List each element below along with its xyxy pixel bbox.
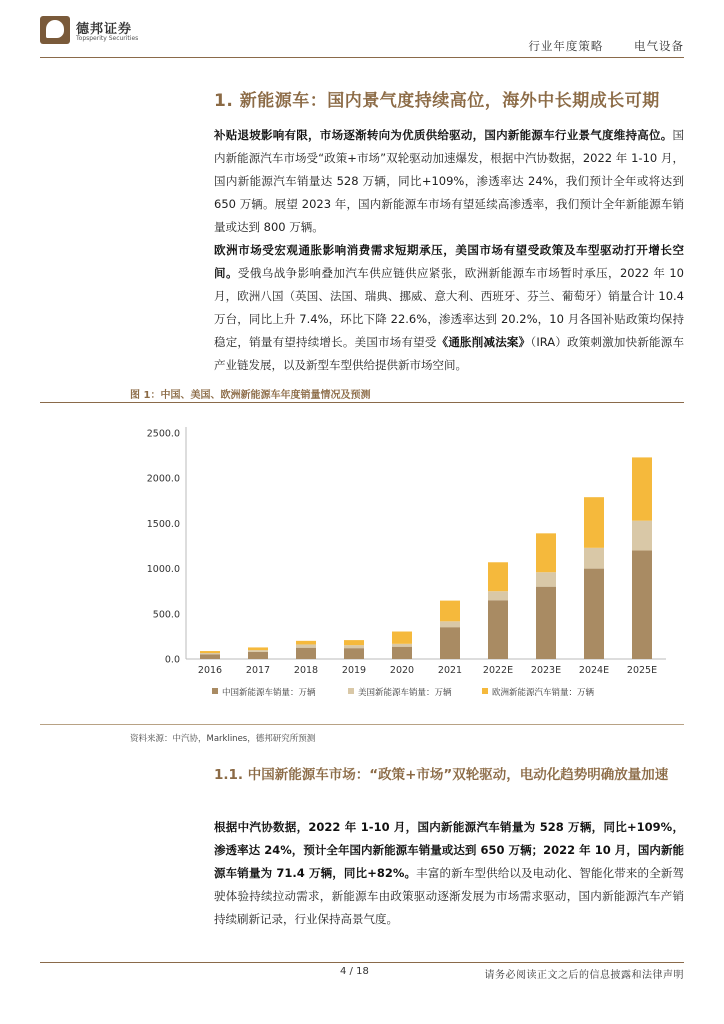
footer-divider: [40, 962, 684, 963]
legend-swatch-usa: [348, 688, 354, 694]
bar-usa-2025E: [632, 521, 652, 551]
bar-europe-2018: [296, 641, 316, 645]
x-tick-label: 2023E: [530, 665, 562, 676]
paragraph-3: [214, 816, 684, 931]
page-number: 4 / 18: [340, 966, 369, 977]
legend-label-china: 中国新能源车销量：万辆: [222, 688, 316, 698]
bar-usa-2018: [296, 644, 316, 647]
legend-label-europe: 欧洲新能源汽车销量：万辆: [492, 688, 595, 698]
x-tick-label: 2024E: [578, 665, 610, 676]
paragraph-3-lead: 根据中汽协数据，2022 年 1-10 月，国内新能源汽车销量为 528 万辆，同比+109%，渗透率达 24%，预计全年国内新能源车销量或达到 650 万辆；2022 年 10 月，国内新能源车销量为 71.4 万辆，同比+82%。: [214, 820, 684, 880]
company-logo: [40, 16, 150, 46]
legend-swatch-china: [212, 688, 218, 694]
bar-europe-2021: [440, 601, 460, 622]
bar-usa-2016: [200, 653, 220, 654]
x-tick-label: 2016: [197, 665, 223, 676]
bar-europe-2023E: [536, 533, 556, 572]
legend-label-usa: 美国新能源车销量：万辆: [358, 688, 452, 698]
bar-china-2017: [248, 652, 268, 659]
bar-usa-2022E: [488, 591, 508, 600]
logo-name-en: Topsperity Securities: [76, 35, 139, 42]
paragraph-1-body: 国内新能源汽车市场受“政策+市场”双轮驱动加速爆发，根据中汽协数据，2022 年 1-10 月，国内新能源汽车销量达 528 万辆，同比+109%，渗透率达 24%，我们预计全年或将达到 650 万辆。展望 2023 年，国内新能源车市场有望延续高渗透率，我们预计全年新能源车销量或达到 800 万辆。: [214, 128, 684, 234]
bar-usa-2021: [440, 621, 460, 627]
logo-name-cn: 德邦证券: [76, 22, 133, 37]
bar-usa-2017: [248, 650, 268, 652]
bar-europe-2020: [392, 632, 412, 644]
y-tick-label: 1000.0: [146, 564, 180, 576]
bar-usa-2024E: [584, 548, 604, 569]
y-tick-label: 0.0: [164, 654, 180, 666]
x-tick-label: 2021: [437, 665, 463, 676]
bar-usa-2020: [392, 644, 412, 647]
bar-china-2023E: [536, 587, 556, 659]
paragraph-1: [214, 124, 684, 239]
bar-china-2022E: [488, 600, 508, 659]
figure-bottom-rule: [40, 724, 684, 725]
bar-china-2016: [200, 654, 220, 659]
chart-container: [130, 405, 684, 723]
footer-disclaimer: 请务必阅读正文之后的信息披露和法律声明: [484, 970, 684, 981]
ira-law-name: 《通胀削减法案》: [436, 335, 531, 349]
figure-source: 资料来源：中汽协，Marklines，德邦研究所预测: [130, 734, 316, 744]
logo-icon: [40, 16, 70, 44]
x-tick-label: 2020: [389, 665, 415, 676]
legend-swatch-europe: [482, 688, 488, 694]
bar-china-2019: [344, 648, 364, 659]
bar-china-2021: [440, 627, 460, 659]
paragraph-1-lead: 补贴退坡影响有限，市场逐渐转向为优质供给驱动，国内新能源车行业景气度维持高位。: [214, 128, 673, 142]
section-title: 1. 新能源车：国内景气度持续高位，海外中长期成长可期: [214, 91, 660, 111]
x-tick-label: 2018: [293, 665, 319, 676]
bar-china-2018: [296, 648, 316, 659]
figure-title: 图 1：中国、美国、欧洲新能源车年度销量情况及预测: [130, 390, 371, 401]
paragraph-2-body2: （IRA）政策刺激加快新能源车产业链发展，以及新型车型供给提供新市场空间。: [214, 335, 684, 372]
header-tags: [502, 38, 684, 54]
header-divider: [40, 57, 684, 58]
bar-china-2024E: [584, 569, 604, 659]
bar-europe-2016: [200, 651, 220, 653]
paragraph-2-body1: 受俄乌战争影响叠加汽车供应链供应紧张，欧洲新能源车市场暂时承压，2022 年 10 月，欧洲八国（英国、法国、瑞典、挪威、意大利、西班牙、芬兰、葡萄牙）销量合计 10.4 万台，同比上升 7.4%，环比下降 22.6%，渗透率达到 20.2%，10 月各国补贴政策均保持稳定，销量有望持续增长。美国市场有望受: [214, 266, 684, 349]
bar-china-2020: [392, 647, 412, 659]
y-tick-label: 500.0: [152, 609, 180, 621]
y-tick-label: 2000.0: [146, 473, 180, 485]
bar-europe-2017: [248, 647, 268, 650]
x-tick-label: 2025E: [626, 665, 658, 676]
bar-europe-2019: [344, 640, 364, 645]
bar-europe-2025E: [632, 457, 652, 520]
bar-usa-2023E: [536, 572, 556, 586]
paragraph-3-body: 丰富的新车型供给以及电动化、智能化带来的全新驾驶体验持续拉动需求，新能源车由政策驱动逐渐发展为市场需求驱动，国内新能源汽车产销持续刷新记录，行业保持高景气度。: [214, 866, 685, 926]
bar-europe-2024E: [584, 497, 604, 548]
y-tick-label: 2500.0: [146, 428, 180, 440]
x-tick-label: 2022E: [482, 665, 514, 676]
x-tick-label: 2019: [341, 665, 367, 676]
y-tick-label: 1500.0: [146, 518, 180, 530]
paragraph-2: [214, 239, 684, 377]
x-tick-label: 2017: [245, 665, 271, 676]
bar-usa-2019: [344, 645, 364, 648]
subsection-title: 1.1. 中国新能源车市场：“政策+市场”双轮驱动，电动化趋势明确放量加速: [214, 767, 669, 783]
paragraph-2-lead: 欧洲市场受宏观通胀影响消费需求短期承压，美国市场有望受政策及车型驱动打开增长空间。: [214, 243, 684, 280]
figure-top-rule: [40, 402, 684, 403]
report-type: 行业年度策略: [528, 39, 604, 53]
stacked-bar-chart: [130, 405, 684, 723]
bar-europe-2022E: [488, 562, 508, 591]
bar-china-2025E: [632, 551, 652, 659]
industry-name: 电气设备: [634, 39, 684, 53]
